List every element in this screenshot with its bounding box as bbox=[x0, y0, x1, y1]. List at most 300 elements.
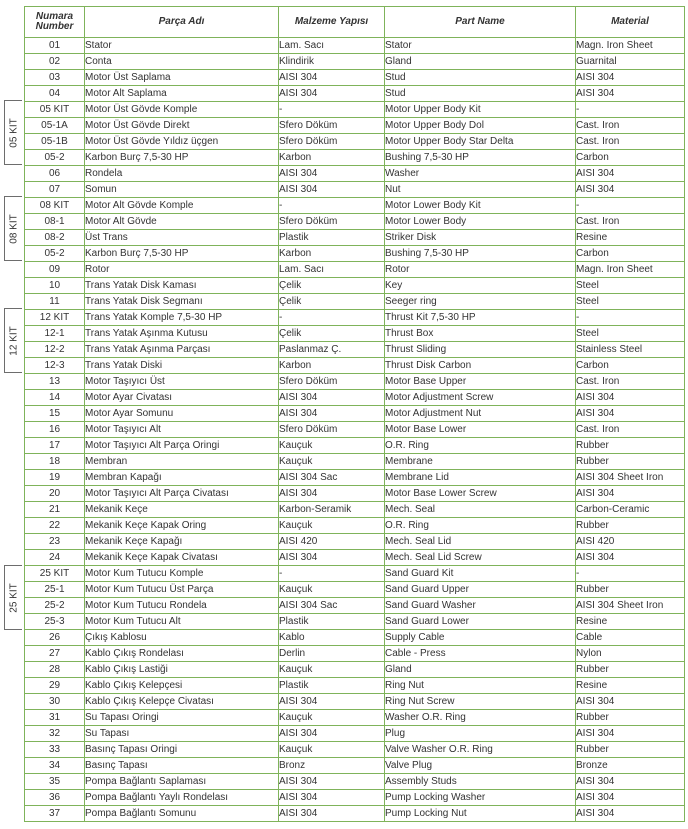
cell-material-en: - bbox=[576, 198, 685, 214]
cell-part-name-en: Thrust Box bbox=[385, 326, 576, 342]
cell-part-name-en: Valve Plug bbox=[385, 758, 576, 774]
cell-material-tr: AISI 304 bbox=[279, 790, 385, 806]
cell-number: 26 bbox=[25, 630, 85, 646]
cell-material-tr: Kauçuk bbox=[279, 662, 385, 678]
cell-part-name-en: Thrust Sliding bbox=[385, 342, 576, 358]
cell-material-tr: Kauçuk bbox=[279, 710, 385, 726]
cell-part-name-en: Motor Lower Body Kit bbox=[385, 198, 576, 214]
cell-material-en: Cast. Iron bbox=[576, 134, 685, 150]
cell-material-tr: AISI 304 Sac bbox=[279, 470, 385, 486]
table-row bbox=[25, 390, 685, 406]
table-row bbox=[25, 726, 685, 742]
cell-number: 05-1A bbox=[25, 118, 85, 134]
cell-part-name-tr: Stator bbox=[85, 38, 279, 54]
cell-part-name-tr: Mekanik Keçe Kapağı bbox=[85, 534, 279, 550]
cell-material-en: Resine bbox=[576, 230, 685, 246]
cell-material-tr: AISI 304 Sac bbox=[279, 598, 385, 614]
cell-part-name-tr: Basınç Tapası Oringi bbox=[85, 742, 279, 758]
cell-material-tr: Çelik bbox=[279, 278, 385, 294]
cell-part-name-tr: Motor Taşıyıcı Alt bbox=[85, 422, 279, 438]
table-row bbox=[25, 758, 685, 774]
cell-part-name-tr: Pompa Bağlantı Yaylı Rondelası bbox=[85, 790, 279, 806]
table-row bbox=[25, 598, 685, 614]
cell-number: 05 KIT bbox=[25, 102, 85, 118]
cell-part-name-en: Motor Adjustment Nut bbox=[385, 406, 576, 422]
cell-material-tr: AISI 304 bbox=[279, 806, 385, 822]
cell-part-name-tr: Motor Alt Gövde Komple bbox=[85, 198, 279, 214]
cell-number: 01 bbox=[25, 38, 85, 54]
cell-material-en: Rubber bbox=[576, 742, 685, 758]
cell-material-tr: AISI 420 bbox=[279, 534, 385, 550]
cell-part-name-en: Valve Washer O.R. Ring bbox=[385, 742, 576, 758]
cell-number: 22 bbox=[25, 518, 85, 534]
cell-number: 14 bbox=[25, 390, 85, 406]
cell-part-name-en: Washer O.R. Ring bbox=[385, 710, 576, 726]
cell-number: 12-3 bbox=[25, 358, 85, 374]
cell-part-name-en: Stator bbox=[385, 38, 576, 54]
cell-part-name-en: Motor Upper Body Star Delta bbox=[385, 134, 576, 150]
cell-material-tr: Sfero Döküm bbox=[279, 214, 385, 230]
kit-group-05 bbox=[4, 100, 22, 165]
cell-material-tr: AISI 304 bbox=[279, 70, 385, 86]
cell-part-name-tr: Motor Alt Gövde bbox=[85, 214, 279, 230]
cell-material-tr: Karbon bbox=[279, 358, 385, 374]
cell-material-tr: Kauçuk bbox=[279, 582, 385, 598]
kit-group-12 bbox=[4, 308, 22, 373]
cell-material-en: - bbox=[576, 566, 685, 582]
cell-material-tr: Karbon bbox=[279, 246, 385, 262]
header-material-en: Material bbox=[576, 7, 685, 38]
cell-part-name-en: Thrust Kit 7,5-30 HP bbox=[385, 310, 576, 326]
cell-part-name-tr: Rondela bbox=[85, 166, 279, 182]
table-row bbox=[25, 70, 685, 86]
table-row bbox=[25, 262, 685, 278]
cell-material-tr: AISI 304 bbox=[279, 86, 385, 102]
cell-number: 02 bbox=[25, 54, 85, 70]
table-row bbox=[25, 534, 685, 550]
cell-number: 29 bbox=[25, 678, 85, 694]
cell-material-en: Rubber bbox=[576, 710, 685, 726]
cell-material-en: Bronze bbox=[576, 758, 685, 774]
cell-material-en: AISI 304 bbox=[576, 806, 685, 822]
table-row bbox=[25, 614, 685, 630]
cell-material-tr: AISI 304 bbox=[279, 694, 385, 710]
cell-material-tr: Plastik bbox=[279, 614, 385, 630]
table-row bbox=[25, 630, 685, 646]
cell-material-tr: AISI 304 bbox=[279, 726, 385, 742]
cell-part-name-en: Supply Cable bbox=[385, 630, 576, 646]
cell-number: 17 bbox=[25, 438, 85, 454]
cell-number: 06 bbox=[25, 166, 85, 182]
cell-material-en: Cast. Iron bbox=[576, 214, 685, 230]
cell-material-tr: Karbon-Seramik bbox=[279, 502, 385, 518]
cell-part-name-en: O.R. Ring bbox=[385, 438, 576, 454]
cell-part-name-tr: Trans Yatak Komple 7,5-30 HP bbox=[85, 310, 279, 326]
cell-number: 12-2 bbox=[25, 342, 85, 358]
cell-material-en: Carbon bbox=[576, 358, 685, 374]
cell-material-en: AISI 304 bbox=[576, 70, 685, 86]
cell-part-name-tr: Karbon Burç 7,5-30 HP bbox=[85, 150, 279, 166]
cell-part-name-en: Gland bbox=[385, 54, 576, 70]
cell-part-name-tr: Karbon Burç 7,5-30 HP bbox=[85, 246, 279, 262]
cell-part-name-tr: Su Tapası Oringi bbox=[85, 710, 279, 726]
cell-part-name-tr: Su Tapası bbox=[85, 726, 279, 742]
header-part-name-en: Part Name bbox=[385, 7, 576, 38]
cell-number: 09 bbox=[25, 262, 85, 278]
cell-material-tr: Kauçuk bbox=[279, 438, 385, 454]
table-row bbox=[25, 86, 685, 102]
table-row bbox=[25, 694, 685, 710]
table-row bbox=[25, 102, 685, 118]
cell-part-name-en: Assembly Studs bbox=[385, 774, 576, 790]
cell-part-name-en: Motor Lower Body bbox=[385, 214, 576, 230]
table-row bbox=[25, 662, 685, 678]
cell-number: 30 bbox=[25, 694, 85, 710]
cell-material-tr: Plastik bbox=[279, 678, 385, 694]
cell-part-name-tr: Basınç Tapası bbox=[85, 758, 279, 774]
cell-material-en: - bbox=[576, 310, 685, 326]
cell-material-en: Resine bbox=[576, 678, 685, 694]
table-row bbox=[25, 582, 685, 598]
header-part-name-tr: Parça Adı bbox=[85, 7, 279, 38]
kit-group-label: 05 KIT bbox=[8, 117, 19, 148]
cell-part-name-en: Motor Base Lower Screw bbox=[385, 486, 576, 502]
cell-part-name-en: Pump Locking Nut bbox=[385, 806, 576, 822]
table-row bbox=[25, 278, 685, 294]
header-material-tr: Malzeme Yapısı bbox=[279, 7, 385, 38]
cell-material-tr: AISI 304 bbox=[279, 390, 385, 406]
cell-material-tr: Çelik bbox=[279, 294, 385, 310]
table-row bbox=[25, 198, 685, 214]
cell-material-tr: Sfero Döküm bbox=[279, 118, 385, 134]
table-row bbox=[25, 38, 685, 54]
cell-part-name-en: Mech. Seal Lid bbox=[385, 534, 576, 550]
cell-part-name-tr: Motor Taşıyıcı Alt Parça Oringi bbox=[85, 438, 279, 454]
cell-material-tr: - bbox=[279, 102, 385, 118]
cell-material-tr: Paslanmaz Ç. bbox=[279, 342, 385, 358]
cell-material-tr: Lam. Sacı bbox=[279, 38, 385, 54]
cell-part-name-tr: Conta bbox=[85, 54, 279, 70]
table-row bbox=[25, 646, 685, 662]
cell-part-name-tr: Trans Yatak Disk Segmanı bbox=[85, 294, 279, 310]
cell-material-en: AISI 304 bbox=[576, 790, 685, 806]
cell-number: 08 KIT bbox=[25, 198, 85, 214]
cell-material-tr: - bbox=[279, 198, 385, 214]
table-row bbox=[25, 790, 685, 806]
cell-material-en: Rubber bbox=[576, 582, 685, 598]
cell-part-name-tr: Trans Yatak Aşınma Kutusu bbox=[85, 326, 279, 342]
cell-part-name-en: Pump Locking Washer bbox=[385, 790, 576, 806]
cell-material-en: AISI 304 bbox=[576, 486, 685, 502]
cell-number: 08-1 bbox=[25, 214, 85, 230]
cell-part-name-en: O.R. Ring bbox=[385, 518, 576, 534]
cell-number: 31 bbox=[25, 710, 85, 726]
cell-material-tr: Kauçuk bbox=[279, 454, 385, 470]
table-row bbox=[25, 486, 685, 502]
cell-part-name-tr: Membran Kapağı bbox=[85, 470, 279, 486]
cell-part-name-tr: Motor Üst Gövde Yıldız üçgen bbox=[85, 134, 279, 150]
cell-part-name-en: Stud bbox=[385, 86, 576, 102]
kit-group-08 bbox=[4, 196, 22, 261]
cell-number: 34 bbox=[25, 758, 85, 774]
cell-material-en: Magn. Iron Sheet bbox=[576, 38, 685, 54]
cell-number: 25-3 bbox=[25, 614, 85, 630]
cell-part-name-tr: Somun bbox=[85, 182, 279, 198]
cell-material-en: AISI 304 bbox=[576, 390, 685, 406]
cell-material-tr: AISI 304 bbox=[279, 486, 385, 502]
cell-part-name-en: Motor Base Upper bbox=[385, 374, 576, 390]
cell-part-name-tr: Üst Trans bbox=[85, 230, 279, 246]
cell-part-name-tr: Motor Kum Tutucu Alt bbox=[85, 614, 279, 630]
table-row bbox=[25, 454, 685, 470]
cell-material-tr: AISI 304 bbox=[279, 406, 385, 422]
cell-part-name-tr: Mekanik Keçe Kapak Oring bbox=[85, 518, 279, 534]
cell-number: 19 bbox=[25, 470, 85, 486]
cell-number: 23 bbox=[25, 534, 85, 550]
cell-part-name-en: Rotor bbox=[385, 262, 576, 278]
cell-number: 24 bbox=[25, 550, 85, 566]
cell-material-tr: Sfero Döküm bbox=[279, 374, 385, 390]
cell-number: 12-1 bbox=[25, 326, 85, 342]
cell-material-en: Stainless Steel bbox=[576, 342, 685, 358]
header-number: Numara Number bbox=[25, 7, 85, 38]
cell-part-name-tr: Motor Taşıyıcı Üst bbox=[85, 374, 279, 390]
cell-part-name-en: Mech. Seal Lid Screw bbox=[385, 550, 576, 566]
kit-group-label: 08 KIT bbox=[8, 213, 19, 244]
cell-material-tr: Bronz bbox=[279, 758, 385, 774]
cell-part-name-tr: Pompa Bağlantı Saplaması bbox=[85, 774, 279, 790]
table-header-row bbox=[25, 7, 685, 38]
cell-part-name-en: Motor Base Lower bbox=[385, 422, 576, 438]
cell-material-tr: Derlin bbox=[279, 646, 385, 662]
cell-number: 07 bbox=[25, 182, 85, 198]
cell-part-name-en: Ring Nut bbox=[385, 678, 576, 694]
cell-number: 27 bbox=[25, 646, 85, 662]
cell-material-en: Nylon bbox=[576, 646, 685, 662]
cell-material-en: AISI 304 bbox=[576, 182, 685, 198]
cell-material-tr: Çelik bbox=[279, 326, 385, 342]
table-row bbox=[25, 310, 685, 326]
cell-number: 08-2 bbox=[25, 230, 85, 246]
cell-material-en: Cast. Iron bbox=[576, 422, 685, 438]
table-row bbox=[25, 518, 685, 534]
cell-part-name-tr: Mekanik Keçe Kapak Civatası bbox=[85, 550, 279, 566]
table-row bbox=[25, 214, 685, 230]
cell-material-en: Rubber bbox=[576, 518, 685, 534]
cell-part-name-en: Membrane bbox=[385, 454, 576, 470]
cell-material-en: Steel bbox=[576, 278, 685, 294]
cell-part-name-en: Bushing 7,5-30 HP bbox=[385, 246, 576, 262]
cell-material-en: Cable bbox=[576, 630, 685, 646]
cell-part-name-en: Motor Adjustment Screw bbox=[385, 390, 576, 406]
cell-part-name-tr: Motor Üst Saplama bbox=[85, 70, 279, 86]
cell-part-name-tr: Motor Üst Gövde Direkt bbox=[85, 118, 279, 134]
cell-material-en: Rubber bbox=[576, 454, 685, 470]
cell-part-name-tr: Motor Üst Gövde Komple bbox=[85, 102, 279, 118]
cell-material-tr: Plastik bbox=[279, 230, 385, 246]
cell-number: 33 bbox=[25, 742, 85, 758]
cell-part-name-en: Motor Upper Body Dol bbox=[385, 118, 576, 134]
table-row bbox=[25, 710, 685, 726]
cell-number: 13 bbox=[25, 374, 85, 390]
cell-material-en: Steel bbox=[576, 326, 685, 342]
kit-group-25 bbox=[4, 565, 22, 630]
cell-part-name-tr: Kablo Çıkış Rondelası bbox=[85, 646, 279, 662]
table-row bbox=[25, 502, 685, 518]
cell-part-name-tr: Motor Ayar Somunu bbox=[85, 406, 279, 422]
cell-part-name-en: Cable - Press bbox=[385, 646, 576, 662]
cell-part-name-en: Membrane Lid bbox=[385, 470, 576, 486]
cell-material-en: Carbon bbox=[576, 246, 685, 262]
cell-part-name-en: Seeger ring bbox=[385, 294, 576, 310]
cell-material-tr: Kauçuk bbox=[279, 518, 385, 534]
cell-part-name-en: Sand Guard Lower bbox=[385, 614, 576, 630]
parts-table bbox=[24, 6, 685, 822]
cell-part-name-tr: Çıkış Kablosu bbox=[85, 630, 279, 646]
cell-number: 28 bbox=[25, 662, 85, 678]
cell-part-name-tr: Membran bbox=[85, 454, 279, 470]
table-row bbox=[25, 406, 685, 422]
cell-part-name-tr: Kablo Çıkış Kelepçesi bbox=[85, 678, 279, 694]
table-row bbox=[25, 742, 685, 758]
cell-material-en: Carbon bbox=[576, 150, 685, 166]
cell-material-tr: AISI 304 bbox=[279, 550, 385, 566]
cell-part-name-tr: Trans Yatak Aşınma Parçası bbox=[85, 342, 279, 358]
cell-part-name-tr: Mekanik Keçe bbox=[85, 502, 279, 518]
cell-number: 12 KIT bbox=[25, 310, 85, 326]
cell-number: 32 bbox=[25, 726, 85, 742]
cell-part-name-tr: Motor Taşıyıcı Alt Parça Civatası bbox=[85, 486, 279, 502]
table-row bbox=[25, 246, 685, 262]
cell-number: 11 bbox=[25, 294, 85, 310]
cell-material-en: Cast. Iron bbox=[576, 118, 685, 134]
table-row bbox=[25, 150, 685, 166]
cell-number: 03 bbox=[25, 70, 85, 86]
cell-number: 05-2 bbox=[25, 150, 85, 166]
cell-material-en: Rubber bbox=[576, 438, 685, 454]
cell-material-tr: Klindirik bbox=[279, 54, 385, 70]
cell-part-name-en: Sand Guard Upper bbox=[385, 582, 576, 598]
cell-material-tr: - bbox=[279, 310, 385, 326]
table-row bbox=[25, 774, 685, 790]
cell-number: 20 bbox=[25, 486, 85, 502]
cell-material-en: AISI 304 bbox=[576, 86, 685, 102]
table-row bbox=[25, 470, 685, 486]
cell-material-tr: Karbon bbox=[279, 150, 385, 166]
cell-part-name-tr: Pompa Bağlantı Somunu bbox=[85, 806, 279, 822]
cell-material-en: AISI 304 bbox=[576, 406, 685, 422]
cell-number: 21 bbox=[25, 502, 85, 518]
kit-group-label: 12 KIT bbox=[8, 325, 19, 356]
cell-material-en: Rubber bbox=[576, 662, 685, 678]
cell-material-en: AISI 420 bbox=[576, 534, 685, 550]
cell-part-name-en: Striker Disk bbox=[385, 230, 576, 246]
cell-number: 05-1B bbox=[25, 134, 85, 150]
table-row bbox=[25, 134, 685, 150]
cell-number: 10 bbox=[25, 278, 85, 294]
cell-part-name-en: Stud bbox=[385, 70, 576, 86]
cell-material-en: AISI 304 bbox=[576, 726, 685, 742]
table-row bbox=[25, 438, 685, 454]
cell-number: 36 bbox=[25, 790, 85, 806]
cell-number: 04 bbox=[25, 86, 85, 102]
cell-part-name-en: Gland bbox=[385, 662, 576, 678]
cell-material-en: Carbon-Ceramic bbox=[576, 502, 685, 518]
cell-part-name-en: Thrust Disk Carbon bbox=[385, 358, 576, 374]
cell-material-tr: Kablo bbox=[279, 630, 385, 646]
cell-number: 25-1 bbox=[25, 582, 85, 598]
cell-part-name-en: Motor Upper Body Kit bbox=[385, 102, 576, 118]
cell-part-name-en: Nut bbox=[385, 182, 576, 198]
cell-material-tr: AISI 304 bbox=[279, 774, 385, 790]
table-row bbox=[25, 566, 685, 582]
cell-material-tr: - bbox=[279, 566, 385, 582]
cell-part-name-en: Key bbox=[385, 278, 576, 294]
cell-part-name-en: Sand Guard Kit bbox=[385, 566, 576, 582]
cell-part-name-en: Sand Guard Washer bbox=[385, 598, 576, 614]
cell-part-name-tr: Rotor bbox=[85, 262, 279, 278]
cell-part-name-tr: Motor Alt Saplama bbox=[85, 86, 279, 102]
cell-part-name-en: Bushing 7,5-30 HP bbox=[385, 150, 576, 166]
table-row bbox=[25, 118, 685, 134]
cell-material-tr: Sfero Döküm bbox=[279, 422, 385, 438]
table-row bbox=[25, 326, 685, 342]
cell-part-name-en: Washer bbox=[385, 166, 576, 182]
cell-material-tr: Kauçuk bbox=[279, 742, 385, 758]
cell-material-tr: AISI 304 bbox=[279, 182, 385, 198]
cell-number: 18 bbox=[25, 454, 85, 470]
table-row bbox=[25, 358, 685, 374]
cell-material-en: - bbox=[576, 102, 685, 118]
cell-part-name-tr: Kablo Çıkış Kelepçe Civatası bbox=[85, 694, 279, 710]
cell-part-name-tr: Motor Ayar Civatası bbox=[85, 390, 279, 406]
table-row bbox=[25, 678, 685, 694]
cell-part-name-tr: Motor Kum Tutucu Rondela bbox=[85, 598, 279, 614]
cell-material-en: AISI 304 bbox=[576, 774, 685, 790]
cell-material-en: Guarnital bbox=[576, 54, 685, 70]
cell-part-name-en: Plug bbox=[385, 726, 576, 742]
table-row bbox=[25, 550, 685, 566]
cell-number: 15 bbox=[25, 406, 85, 422]
cell-number: 25 KIT bbox=[25, 566, 85, 582]
table-row bbox=[25, 422, 685, 438]
cell-number: 05-2 bbox=[25, 246, 85, 262]
cell-part-name-tr: Trans Yatak Diski bbox=[85, 358, 279, 374]
cell-material-en: Magn. Iron Sheet bbox=[576, 262, 685, 278]
cell-material-en: AISI 304 bbox=[576, 550, 685, 566]
cell-material-en: Cast. Iron bbox=[576, 374, 685, 390]
cell-material-tr: AISI 304 bbox=[279, 166, 385, 182]
cell-part-name-tr: Motor Kum Tutucu Komple bbox=[85, 566, 279, 582]
cell-part-name-en: Mech. Seal bbox=[385, 502, 576, 518]
table-row bbox=[25, 294, 685, 310]
cell-part-name-tr: Motor Kum Tutucu Üst Parça bbox=[85, 582, 279, 598]
cell-number: 35 bbox=[25, 774, 85, 790]
kit-group-label: 25 KIT bbox=[8, 582, 19, 613]
table-row bbox=[25, 54, 685, 70]
cell-material-en: Resine bbox=[576, 614, 685, 630]
table-row bbox=[25, 166, 685, 182]
cell-number: 16 bbox=[25, 422, 85, 438]
cell-part-name-tr: Kablo Çıkış Lastiği bbox=[85, 662, 279, 678]
cell-material-en: AISI 304 bbox=[576, 694, 685, 710]
cell-part-name-en: Ring Nut Screw bbox=[385, 694, 576, 710]
cell-material-en: AISI 304 Sheet Iron bbox=[576, 598, 685, 614]
cell-number: 25-2 bbox=[25, 598, 85, 614]
cell-material-tr: Sfero Döküm bbox=[279, 134, 385, 150]
cell-material-en: AISI 304 bbox=[576, 166, 685, 182]
cell-material-en: AISI 304 Sheet Iron bbox=[576, 470, 685, 486]
